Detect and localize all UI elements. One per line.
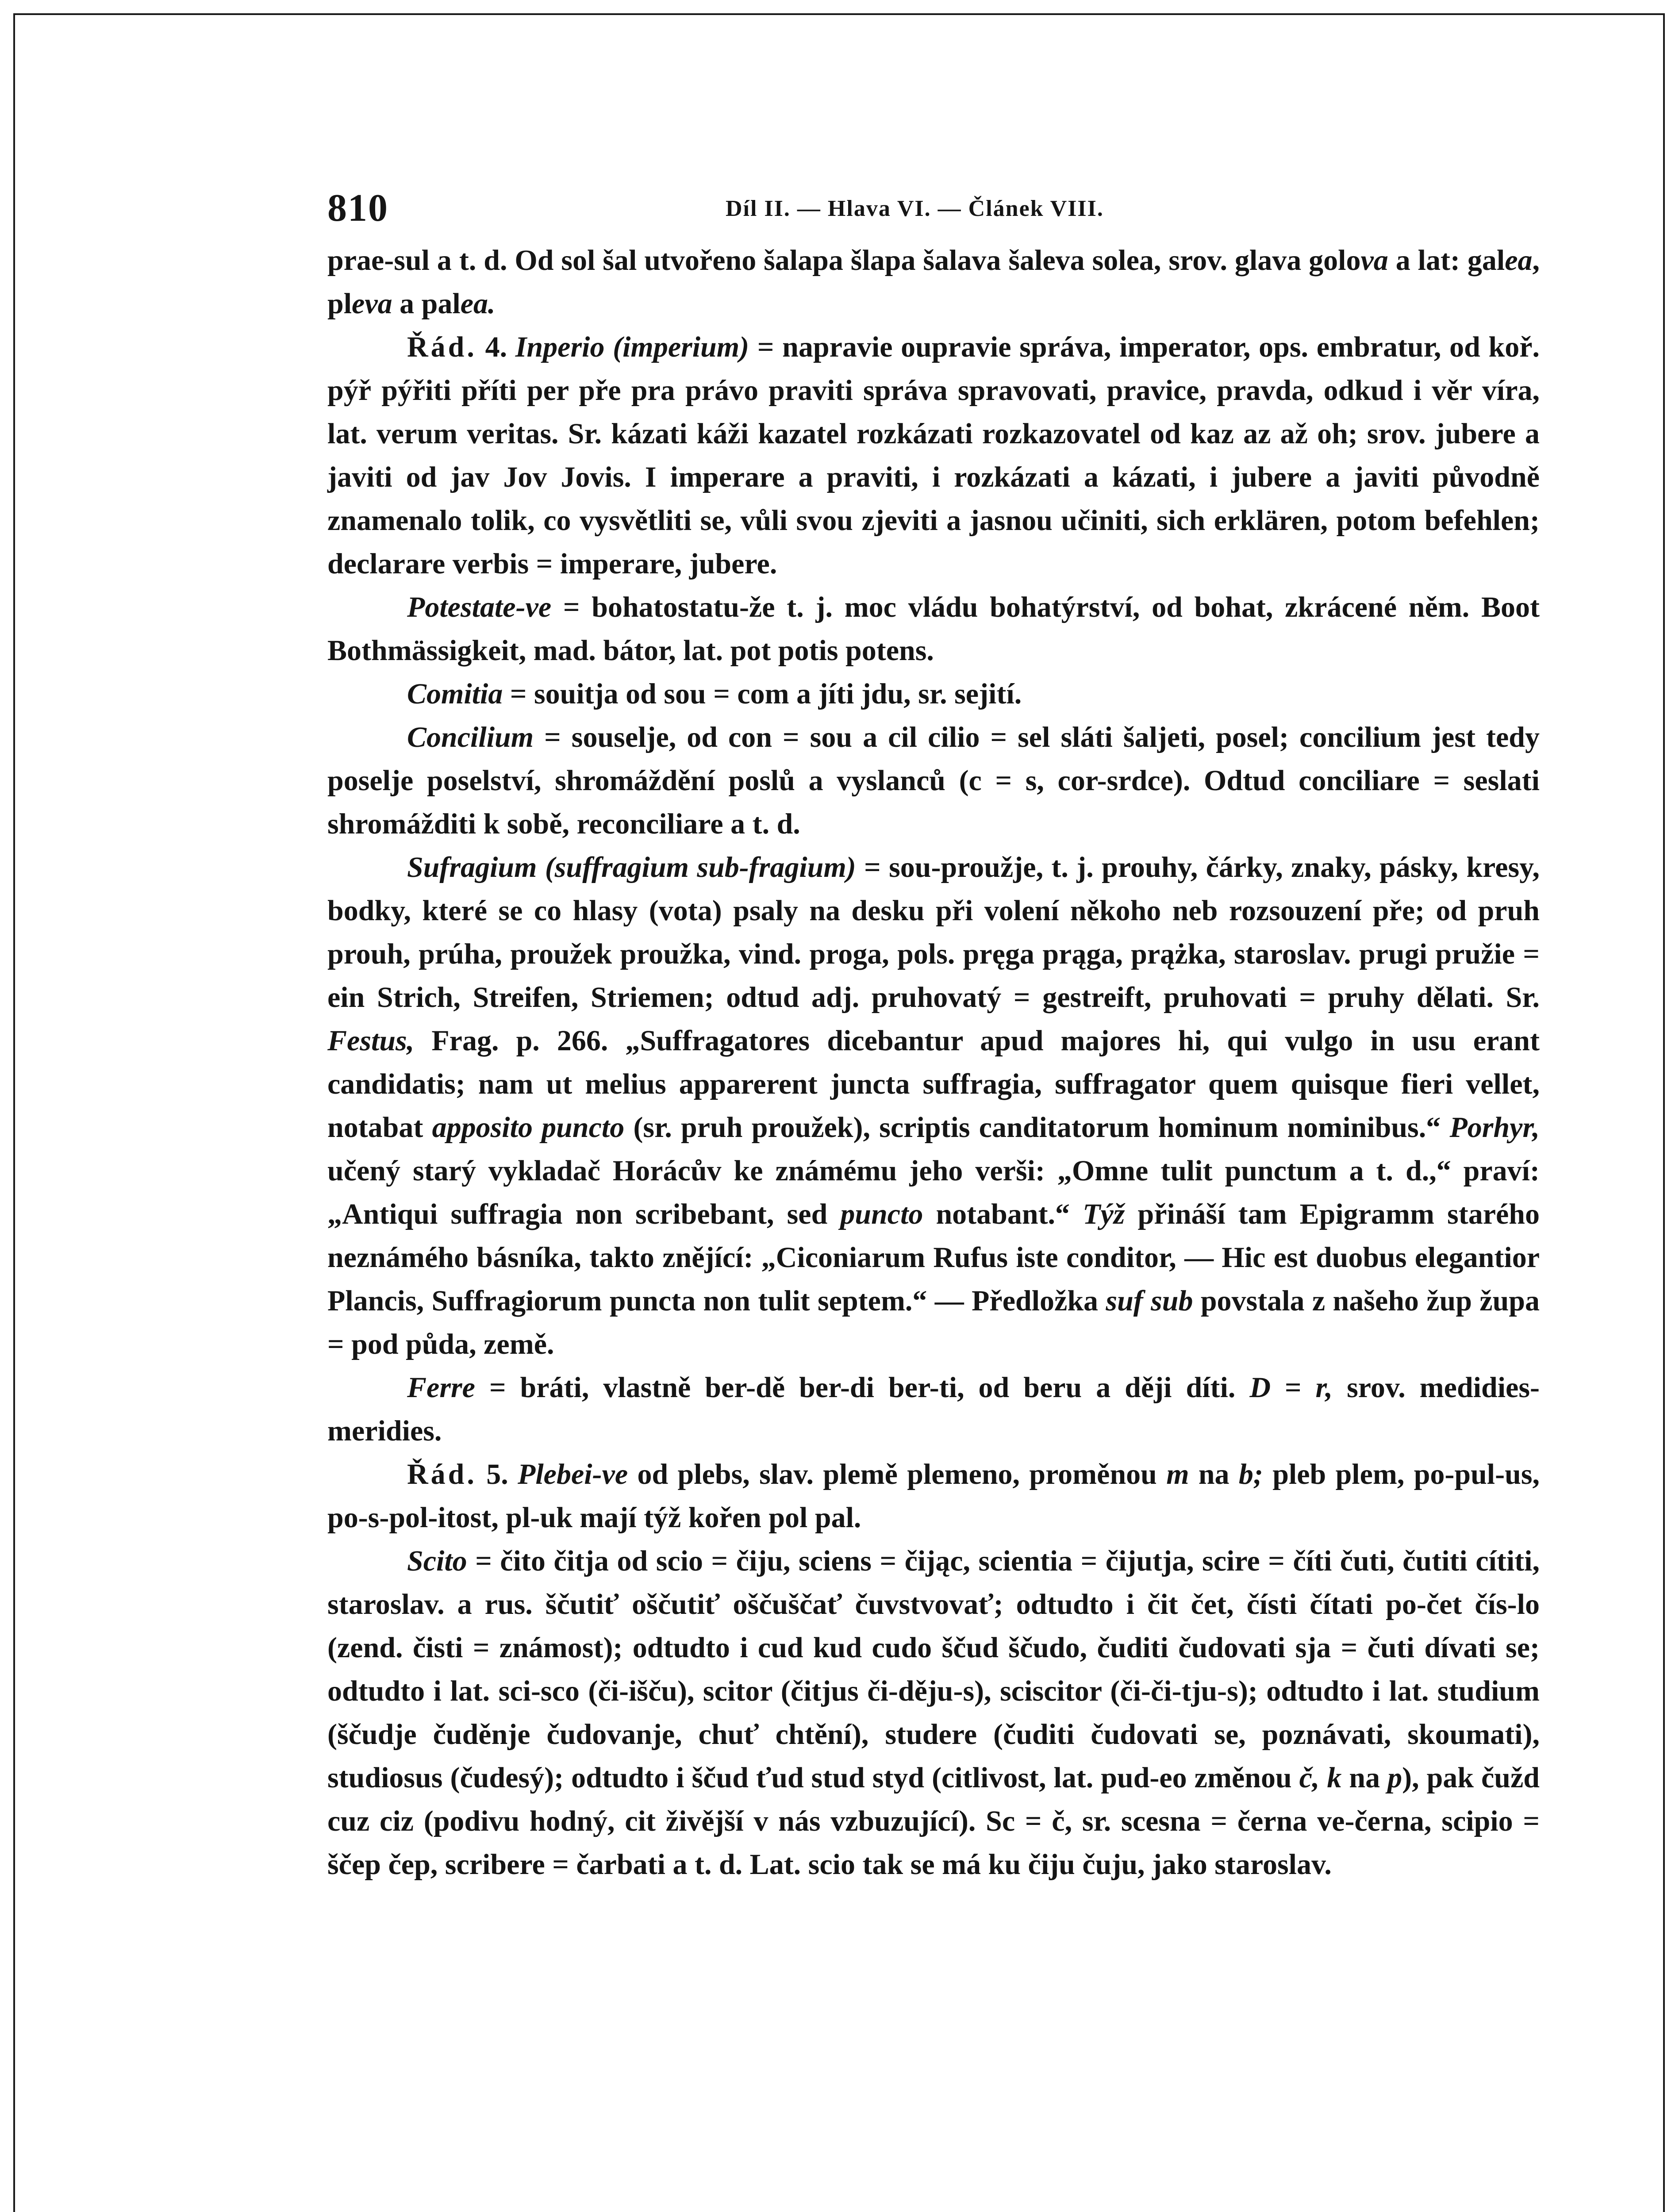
text-run: srov. medidies-meridies. <box>327 1371 1540 1447</box>
text-run: notabant.“ <box>923 1198 1083 1230</box>
text-run: 5. <box>476 1458 518 1490</box>
text-run: pleb plem, po-pul-us, po-s-pol-itost, pl-uk mají týž kořen pol pal. <box>327 1458 1540 1534</box>
paragraph <box>327 846 1540 1366</box>
italic-text: eva <box>352 288 392 320</box>
term-heading: D <box>1249 1371 1271 1404</box>
section-label: Řád. <box>407 331 477 363</box>
term-heading: Concilium <box>407 721 534 753</box>
text-run: = souitja od sou = com a jíti jdu, sr. sejití. <box>503 678 1022 710</box>
term-heading: Plebei-ve <box>518 1458 628 1490</box>
text-run: Frag. p. 266. „Suffragatores dicebantur apud majores hi, qui vulgo in usu erant candidatis; nam ut melius apparerent juncta suffragia, suffragator quem quisque fieri vellet, notabat <box>327 1025 1540 1144</box>
text-run: a lat: gal <box>1388 244 1505 276</box>
term-heading: Ferre <box>407 1371 475 1404</box>
text-run: (sr. pruh proužek), scriptis canditatorum hominum nominibus.“ <box>624 1111 1450 1144</box>
italic-text: ea <box>1505 244 1533 276</box>
paragraph <box>327 716 1540 846</box>
paragraph <box>327 672 1540 716</box>
italic-text: r, <box>1315 1371 1333 1404</box>
text-run: 4. <box>476 331 515 363</box>
text-run: prae-sul a t. d. Od sol šal utvořeno šalapa šlapa šalava šaleva solea, srov. glava golo <box>327 244 1361 276</box>
term-heading: Potestate-ve <box>407 591 552 623</box>
term-heading: Scito <box>407 1545 467 1577</box>
term-heading: Porhyr, <box>1449 1111 1540 1144</box>
book-page <box>327 173 1540 1886</box>
paragraph <box>327 239 1540 326</box>
term-heading: m <box>1166 1458 1189 1490</box>
page-header <box>327 173 1540 239</box>
text-run: a pal <box>392 288 461 320</box>
term-heading: Festus, <box>327 1025 415 1057</box>
term-heading: Inperio (imperium) <box>515 331 749 363</box>
italic-text: puncto <box>840 1198 923 1230</box>
running-head: Díl II. — Hlava VI. — Článek VIII. <box>726 196 1104 221</box>
italic-text: apposito puncto <box>432 1111 625 1144</box>
text-run: přináší tam Epigramm starého neznámého básníka, takto znějící: „Ciconiarum Rufus iste conditor, — Hic est duobus elegantior Plancis, Suffragiorum puncta non tulit septem.“ — Předložka <box>327 1198 1540 1317</box>
paragraph <box>327 1366 1540 1453</box>
text-run: = bohatostatu-že t. j. moc vládu bohatýrství, od bohat, zkrácené něm. Boot Bothmässigkeit, mad. bátor, lat. pot potis potens. <box>327 591 1540 667</box>
text-run: na <box>1189 1458 1239 1490</box>
text-run: = čito čitja od scio = čiju, sciens = čijąc, scientia = čijutja, scire = číti čuti, čutiti cítiti, staroslav. a rus. ščutiť oščutiť oščuščať čuvstvovať; odtudto i čit čet, čísti čítati po-čet čís-lo (zend. čisti = známost); odtudto i cud kud cudo ščud ščudo, čuditi čudovati sja = čuti dívati se; odtudto i lat. sci-sco (či-išču), scitor (čitjus či-děju-s), sciscitor (či-či-tju-s); odtudto i lat. studium (ščudje čuděnje čudovanje, chuť chtění), studere (čuditi čudovati se, poznávati, skoumati), studiosus (čudesý); odtudto i ščud ťud stud styd (citlivost, lat. pud-eo změnou <box>327 1545 1540 1794</box>
body-text <box>327 239 1540 1886</box>
text-run: = napravie oupravie správa, imperator, ops. embratur, od koř. pýř pýřiti příti per pře pra právo praviti správa spravovati, pravice, pravda, odkud i věr víra, lat. verum veritas. Sr. kázati káži kazatel rozkázati rozkazovatel od kaz az až oh; srov. jubere a javiti od jav Jov Jovis. I imperare a praviti, i rozkázati a kázati, i jubere a javiti původně znamenalo tolik, co vysvětliti se, vůli svou zjeviti a jasnou učiniti, sich erklären, potom befehlen; declarare verbis = imperare, jubere. <box>327 331 1540 580</box>
text-run: na <box>1341 1762 1388 1794</box>
italic-text: č, k <box>1299 1762 1342 1794</box>
paragraph <box>327 326 1540 586</box>
paragraph <box>327 1540 1540 1886</box>
section-label: Řád. <box>407 1458 477 1490</box>
text-run: ), pak čužd cuz ciz (podivu hodný, cit živější v nás vzbuzující). Sc = č, sr. scesna = černa ve-černa, scipio = ščep čep, scribere = čarbati a t. d. Lat. scio tak se má ku čiju čuju, jako staroslav. <box>327 1762 1540 1881</box>
text-run: = <box>1270 1371 1316 1404</box>
text-run: = bráti, vlastně ber-dě ber-di ber-ti, od beru a ději díti. <box>475 1371 1250 1404</box>
term-heading: Comitia <box>407 678 503 710</box>
text-run: učený starý vykladač Horácův ke známému jeho verši: „Omne tulit punctum a t. d.,“ praví: „Antiqui suffragia non scribebant, sed <box>327 1155 1540 1230</box>
term-heading: b; <box>1238 1458 1263 1490</box>
page-number: 810 <box>327 187 388 230</box>
text-run: = sou-proužje, t. j. prouhy, čárky, znaky, pásky, kresy, bodky, které se co hlasy (vota) psaly na desku při volení někoho neb rozsouzení pře; od pruh prouh, prúha, proužek proužka, vind. proga, pols. pręga prąga, prążka, staroslav. prugi pružie = ein Strich, Streifen, Striemen; odtud adj. pruhovatý = gestreift, pruhovati = pruhy dělati. Sr. <box>327 851 1540 1014</box>
paragraph <box>327 586 1540 672</box>
paragraph <box>327 1453 1540 1540</box>
text-run: povstala z našeho žup župa = pod půda, země. <box>327 1285 1540 1360</box>
text-run: od plebs, slav. plemě plemeno, proměnou <box>628 1458 1167 1490</box>
text-run: , pl <box>327 244 1540 320</box>
italic-text: ea. <box>460 288 496 320</box>
term-heading: Sufragium (suffragium sub-fragium) <box>407 851 856 883</box>
term-heading: Týž <box>1083 1198 1125 1230</box>
italic-text: va <box>1360 244 1388 276</box>
italic-text: p <box>1387 1762 1402 1794</box>
term-heading: suf sub <box>1106 1285 1193 1317</box>
text-run: = souselje, od con = sou a cil cilio = sel sláti šaljeti, posel; concilium jest tedy poselje poselství, shromáždění poslů a vyslanců (c = s, cor-srdce). Odtud conciliare = seslati shromážditi k sobě, reconciliare a t. d. <box>327 721 1540 840</box>
